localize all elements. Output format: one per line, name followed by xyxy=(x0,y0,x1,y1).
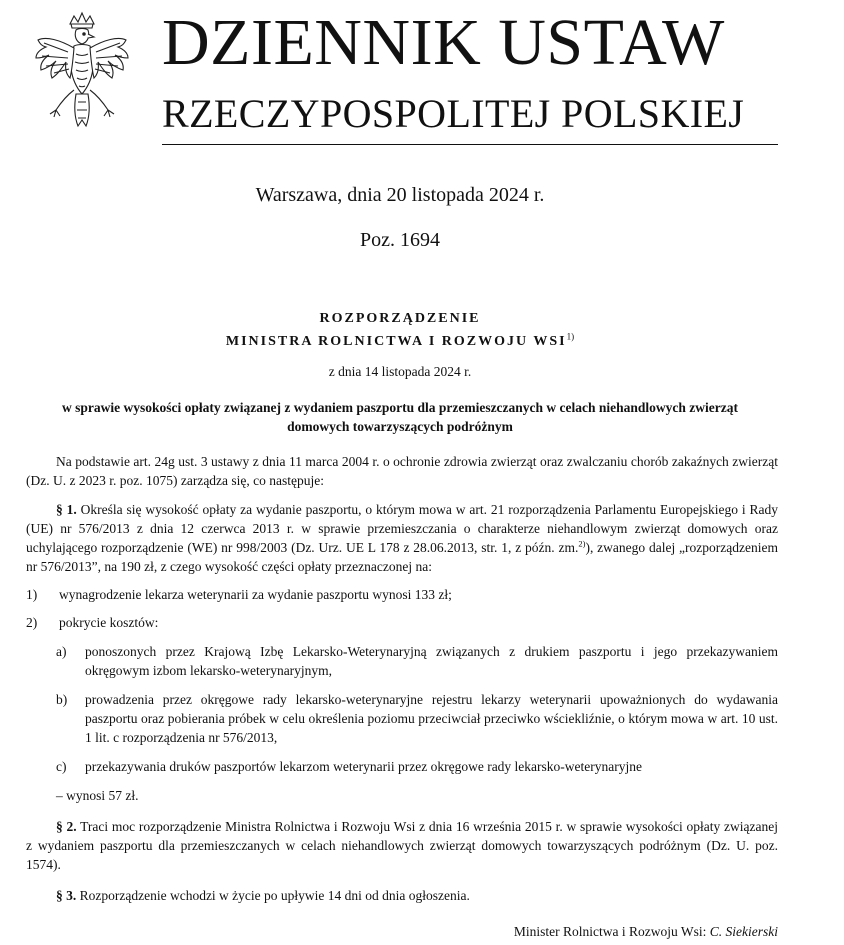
section-1 xyxy=(26,500,778,576)
list-item xyxy=(26,613,778,632)
section-1-footnote: 2) xyxy=(578,538,586,549)
preamble: Na podstawie art. 24g ust. 3 ustawy z dnia 11 marca 2004 r. o ochronie zdrowia zwierząt oraz zwalczaniu chorób zakaźnych zwierząt (Dz. U. z 2023 r. poz. 1075) zarządza się, co następuje: xyxy=(26,454,778,488)
signature-line xyxy=(514,924,778,940)
sub-list-item-text: przekazywania druków paszportów lekarzom weterynarii przez okręgowe rady lekarsko-weterynaryjne xyxy=(85,759,642,774)
masthead-divider xyxy=(162,144,778,145)
act-type: ROZPORZĄDZENIE xyxy=(319,311,481,326)
list-item-text: wynagrodzenie lekarza weterynarii za wydanie paszportu wynosi 133 zł; xyxy=(59,587,452,602)
section-1-text-b: ), zwanego dalej „rozporządzeniem nr 576/2013”, na 190 zł, z czego wysokość części opłaty przeznaczonej na: xyxy=(26,540,778,574)
section-1-tail: – wynosi 57 zł. xyxy=(56,788,139,803)
sub-list-item-letter: b) xyxy=(56,692,68,707)
list-item-number: 2) xyxy=(26,615,38,630)
section-3-text: Rozporządzenie wchodzi w życie po upływie 14 dni od dnia ogłoszenia. xyxy=(79,888,470,903)
sub-list-item-text: ponoszonych przez Krajową Izbę Lekarsko-Weterynaryjną związanych z drukiem paszportu i jego przekazywaniem okręgowym izbom lekarsko-weterynaryjnym, xyxy=(85,644,778,678)
sub-list-item-text: prowadzenia przez okręgowe rady lekarsko-weterynaryjne rejestru lekarzy weterynarii upoważnionych do wydawania paszportu oraz pobierania próbek w celu określenia poziomu przeciwciał przeciwko wściekliźnie, o którym mowa w art. 10 ust. 1 lit. c rozporządzenia nr 576/2013, xyxy=(85,692,778,745)
section-2-marker: § 2. xyxy=(56,819,77,834)
sub-list-item xyxy=(26,642,778,680)
sub-list-item xyxy=(26,757,778,776)
sub-list-item-letter: c) xyxy=(56,759,67,774)
signature-name: C. Siekierski xyxy=(709,924,778,939)
eagle-emblem-icon xyxy=(30,10,134,135)
act-date: z dnia 14 listopada 2024 r. xyxy=(328,364,472,379)
section-2-text: Traci moc rozporządzenie Ministra Rolnictwa i Rozwoju Wsi z dnia 16 września 2015 r. w sprawie wysokości opłaty związanej z wydaniem paszportu dla przemieszczanych w celach niehandlowych zwierząt domowych towarzyszących podróżnym (Dz. U. poz. 1574). xyxy=(26,819,778,872)
section-3 xyxy=(26,886,778,905)
list-item-number: 1) xyxy=(26,587,38,602)
sub-list-item-letter: a) xyxy=(56,644,67,659)
gazette-subtitle: RZECZYPOSPOLITEJ POLSKIEJ xyxy=(162,91,745,136)
issue-position: Poz. 1694 xyxy=(360,229,440,251)
act-authority-text: MINISTRA ROLNICTWA I ROZWOJU WSI xyxy=(225,334,567,349)
issue-place-date: Warszawa, dnia 20 listopada 2024 r. xyxy=(255,184,545,206)
signature-role: Minister Rolnictwa i Rozwoju Wsi: xyxy=(513,924,707,939)
sub-list-item xyxy=(26,690,778,747)
list-item xyxy=(26,585,778,604)
section-1-text-a: Określa się wysokość opłaty za wydanie paszportu, o którym mowa w art. 21 rozporządzenia Parlamentu Europejskiego i Rady (UE) nr 576/2013 z dnia 12 czerwca 2013 r. w sprawie przemieszczania o charakterze niehandlowym zwierząt domowych oraz uchylającego rozporządzenie (WE) nr 998/2003 (Dz. Urz. UE L 178 z 28.06.2013, str. 1, z późn. zm. xyxy=(26,502,779,555)
act-subject: w sprawie wysokości opłaty związanej z wydaniem paszportu dla przemieszczanych w celach niehandlowych zwierząt domowych towarzyszących podróżnym xyxy=(61,400,739,434)
act-body xyxy=(26,452,778,905)
gazette-title: DZIENNIK USTAW xyxy=(162,6,725,79)
act-authority-footnote: 1) xyxy=(566,331,575,342)
section-1-marker: § 1. xyxy=(56,502,77,517)
section-3-marker: § 3. xyxy=(56,888,77,903)
list-item-text: pokrycie kosztów: xyxy=(59,615,159,630)
act-authority xyxy=(0,331,800,350)
section-2 xyxy=(26,817,778,874)
